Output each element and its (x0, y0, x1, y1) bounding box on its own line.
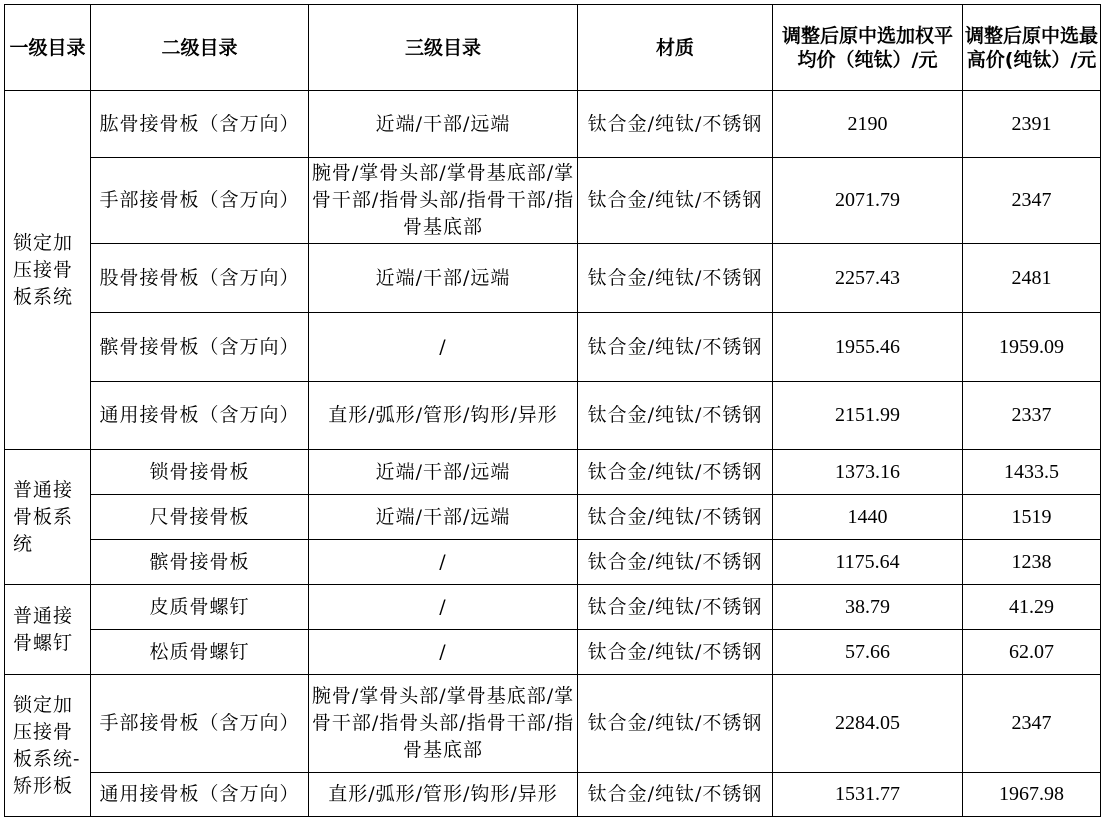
level3-cell: 近端/干部/远端 (309, 91, 578, 158)
level2-cell: 手部接骨板（含万向） (91, 158, 309, 244)
table-row (5, 313, 1101, 382)
level2-cell: 通用接骨板（含万向） (91, 773, 309, 817)
max-price-cell: 2347 (963, 675, 1101, 773)
avg-price-cell: 1955.46 (773, 313, 963, 382)
avg-price-cell: 1440 (773, 495, 963, 540)
group-cell: 普通接骨板系统 (5, 450, 91, 585)
material-cell: 钛合金/纯钛/不锈钢 (578, 91, 773, 158)
header-max-price: 调整后原中选最高价(纯钛）/元 (963, 5, 1101, 91)
table-row (5, 630, 1101, 675)
avg-price-cell: 2284.05 (773, 675, 963, 773)
table-row (5, 244, 1101, 313)
table-row (5, 495, 1101, 540)
level3-cell: 直形/弧形/管形/钩形/异形 (309, 773, 578, 817)
level2-cell: 通用接骨板（含万向） (91, 382, 309, 450)
level3-cell: 近端/干部/远端 (309, 450, 578, 495)
max-price-cell: 2347 (963, 158, 1101, 244)
material-cell: 钛合金/纯钛/不锈钢 (578, 450, 773, 495)
level2-cell: 肱骨接骨板（含万向） (91, 91, 309, 158)
material-cell: 钛合金/纯钛/不锈钢 (578, 675, 773, 773)
level3-cell: 直形/弧形/管形/钩形/异形 (309, 382, 578, 450)
material-cell: 钛合金/纯钛/不锈钢 (578, 158, 773, 244)
level3-cell: / (309, 585, 578, 630)
max-price-cell: 1519 (963, 495, 1101, 540)
material-cell: 钛合金/纯钛/不锈钢 (578, 585, 773, 630)
max-price-cell: 2337 (963, 382, 1101, 450)
table-row (5, 382, 1101, 450)
avg-price-cell: 2190 (773, 91, 963, 158)
header-level2: 二级目录 (91, 5, 309, 91)
table-row (5, 773, 1101, 817)
avg-price-cell: 2071.79 (773, 158, 963, 244)
table-row (5, 585, 1101, 630)
avg-price-cell: 1373.16 (773, 450, 963, 495)
material-cell: 钛合金/纯钛/不锈钢 (578, 313, 773, 382)
level2-cell: 髌骨接骨板 (91, 540, 309, 585)
max-price-cell: 2391 (963, 91, 1101, 158)
header-row (5, 5, 1101, 91)
level2-cell: 锁骨接骨板 (91, 450, 309, 495)
group-cell: 锁定加压接骨板系统 (5, 91, 91, 450)
max-price-cell: 1433.5 (963, 450, 1101, 495)
avg-price-cell: 2257.43 (773, 244, 963, 313)
max-price-cell: 2481 (963, 244, 1101, 313)
max-price-cell: 1238 (963, 540, 1101, 585)
level3-cell: / (309, 630, 578, 675)
max-price-cell: 1959.09 (963, 313, 1101, 382)
max-price-cell: 1967.98 (963, 773, 1101, 817)
material-cell: 钛合金/纯钛/不锈钢 (578, 630, 773, 675)
group-cell: 锁定加压接骨板系统-矫形板 (5, 675, 91, 817)
price-table (4, 4, 1101, 817)
table-row (5, 91, 1101, 158)
level2-cell: 股骨接骨板（含万向） (91, 244, 309, 313)
table-row (5, 675, 1101, 773)
group-cell: 普通接骨螺钉 (5, 585, 91, 675)
level3-cell: / (309, 540, 578, 585)
avg-price-cell: 2151.99 (773, 382, 963, 450)
level2-cell: 尺骨接骨板 (91, 495, 309, 540)
material-cell: 钛合金/纯钛/不锈钢 (578, 382, 773, 450)
level3-cell: 腕骨/掌骨头部/掌骨基底部/掌骨干部/指骨头部/指骨干部/指骨基底部 (309, 675, 578, 773)
level3-cell: 近端/干部/远端 (309, 495, 578, 540)
material-cell: 钛合金/纯钛/不锈钢 (578, 773, 773, 817)
level2-cell: 松质骨螺钉 (91, 630, 309, 675)
material-cell: 钛合金/纯钛/不锈钢 (578, 495, 773, 540)
level2-cell: 髌骨接骨板（含万向） (91, 313, 309, 382)
level3-cell: 腕骨/掌骨头部/掌骨基底部/掌骨干部/指骨头部/指骨干部/指骨基底部 (309, 158, 578, 244)
level3-cell: / (309, 313, 578, 382)
table-row (5, 450, 1101, 495)
table-row (5, 158, 1101, 244)
header-material: 材质 (578, 5, 773, 91)
level2-cell: 手部接骨板（含万向） (91, 675, 309, 773)
avg-price-cell: 38.79 (773, 585, 963, 630)
material-cell: 钛合金/纯钛/不锈钢 (578, 540, 773, 585)
table-row (5, 540, 1101, 585)
header-level1: 一级目录 (5, 5, 91, 91)
header-level3: 三级目录 (309, 5, 578, 91)
header-avg-price: 调整后原中选加权平均价（纯钛）/元 (773, 5, 963, 91)
max-price-cell: 62.07 (963, 630, 1101, 675)
avg-price-cell: 1175.64 (773, 540, 963, 585)
max-price-cell: 41.29 (963, 585, 1101, 630)
level3-cell: 近端/干部/远端 (309, 244, 578, 313)
avg-price-cell: 1531.77 (773, 773, 963, 817)
level2-cell: 皮质骨螺钉 (91, 585, 309, 630)
material-cell: 钛合金/纯钛/不锈钢 (578, 244, 773, 313)
avg-price-cell: 57.66 (773, 630, 963, 675)
